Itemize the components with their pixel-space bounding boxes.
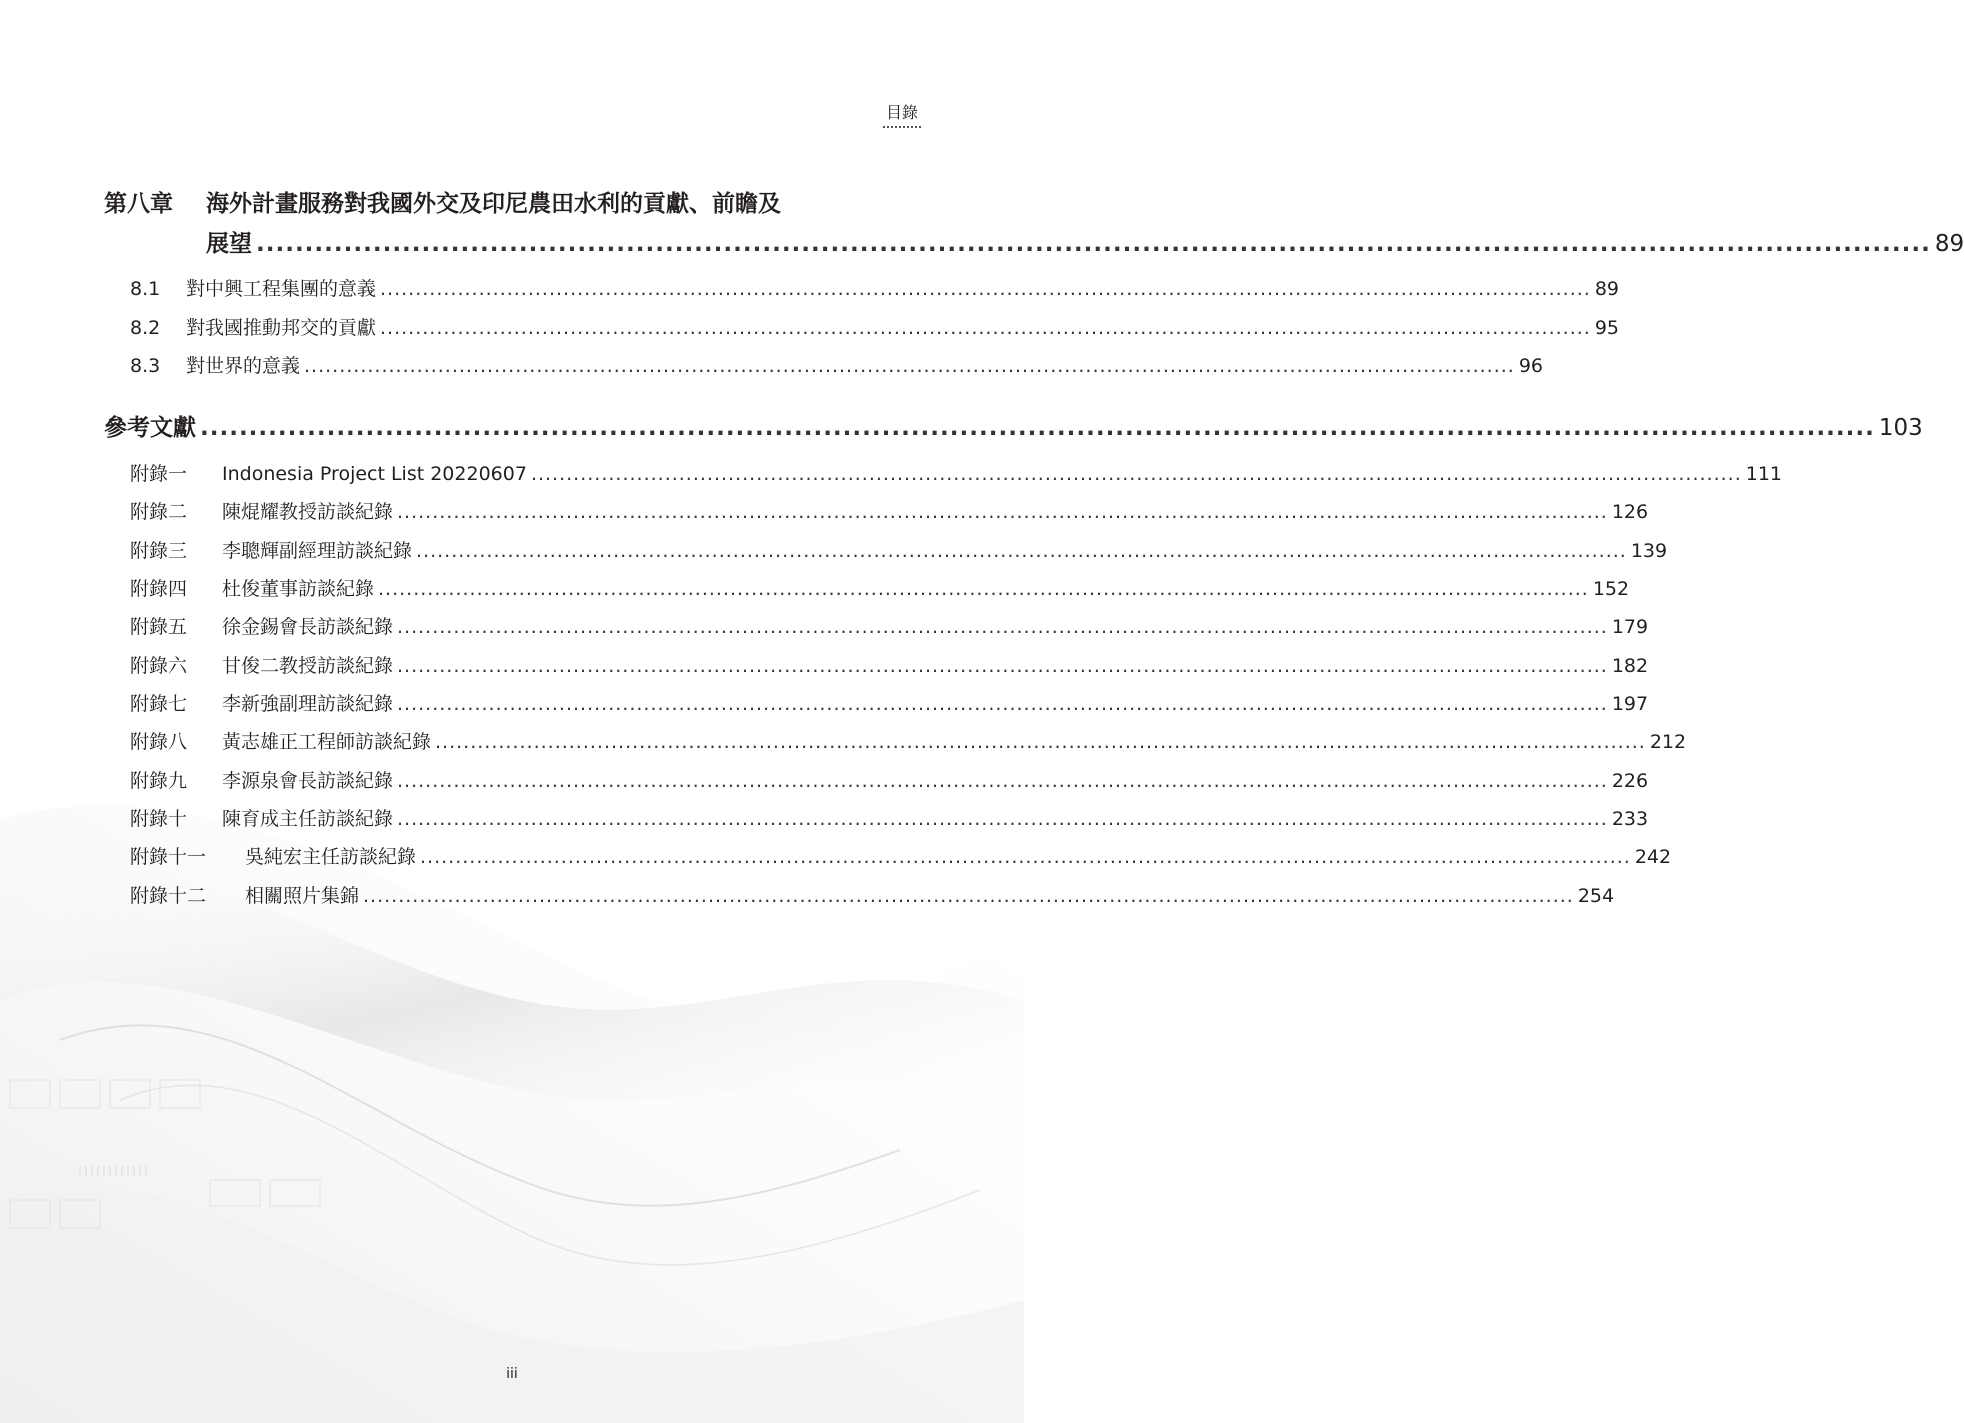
toc-appendix-12[interactable] bbox=[130, 881, 1615, 908]
dot-leader: ............................................................................................................................................................................ bbox=[200, 415, 1875, 441]
appendix-label: 附錄十一 bbox=[130, 846, 207, 868]
appendix-label: 附錄一 bbox=[130, 463, 188, 485]
section-title: 對我國推動邦交的貢獻 bbox=[186, 317, 377, 339]
toc-appendix-4[interactable] bbox=[130, 574, 1630, 601]
section-page-number: 89 bbox=[1594, 278, 1620, 300]
dot-leader: ............................................................................................................................................................................ bbox=[397, 655, 1608, 677]
appendix-title: 徐金錫會長訪談紀錄 bbox=[222, 616, 394, 638]
appendix-page-number: 179 bbox=[1611, 616, 1649, 638]
appendix-label: 附錄五 bbox=[130, 616, 188, 638]
appendix-page-number: 233 bbox=[1611, 808, 1649, 830]
section-number: 8.1 bbox=[130, 278, 161, 300]
appendix-title: 吳純宏主任訪談紀錄 bbox=[245, 846, 417, 868]
toc-appendix-2[interactable] bbox=[130, 497, 1649, 524]
toc-appendix-1[interactable] bbox=[130, 459, 1783, 486]
dot-leader: ............................................................................................................................................................................ bbox=[256, 231, 1931, 257]
toc-appendix-10[interactable] bbox=[130, 804, 1649, 831]
appendix-label: 附錄三 bbox=[130, 540, 188, 562]
appendix-title: 黃志雄正工程師訪談紀錄 bbox=[222, 731, 432, 753]
appendix-label: 附錄二 bbox=[130, 501, 188, 523]
toc-section-8-3[interactable] bbox=[130, 351, 1544, 378]
toc-section-8-2[interactable] bbox=[130, 313, 1620, 340]
toc-chapter-8-line2[interactable] bbox=[206, 225, 1964, 258]
dot-leader: ............................................................................................................................................................................ bbox=[416, 540, 1627, 562]
toc-appendix-6[interactable] bbox=[130, 651, 1649, 678]
toc-appendix-9[interactable] bbox=[130, 766, 1649, 793]
dot-leader: ............................................................................................................................................................................ bbox=[363, 885, 1574, 907]
section-number: 8.3 bbox=[130, 355, 161, 377]
appendix-page-number: 152 bbox=[1592, 578, 1630, 600]
appendix-title: 杜俊董事訪談紀錄 bbox=[222, 578, 375, 600]
toc-appendix-3[interactable] bbox=[130, 536, 1668, 563]
appendix-page-number: 111 bbox=[1745, 463, 1783, 485]
dot-leader: ............................................................................................................................................................................ bbox=[378, 578, 1589, 600]
appendix-page-number: 139 bbox=[1630, 540, 1668, 562]
appendix-page-number: 254 bbox=[1577, 885, 1615, 907]
appendix-page-number: 226 bbox=[1611, 770, 1649, 792]
dot-leader: ............................................................................................................................................................................ bbox=[380, 278, 1591, 300]
toc-appendix-5[interactable] bbox=[130, 612, 1649, 639]
dot-leader: ............................................................................................................................................................................ bbox=[530, 463, 1742, 485]
dot-leader: ............................................................................................................................................................................ bbox=[397, 808, 1608, 830]
appendix-title: 李新強副理訪談紀錄 bbox=[222, 693, 394, 715]
chapter-label: 第八章 bbox=[104, 191, 173, 217]
dot-leader: ............................................................................................................................................................................ bbox=[420, 846, 1631, 868]
appendix-title: 陳育成主任訪談紀錄 bbox=[222, 808, 394, 830]
running-header: 目錄 bbox=[883, 100, 921, 128]
appendix-page-number: 182 bbox=[1611, 655, 1649, 677]
dot-leader: ............................................................................................................................................................................ bbox=[304, 355, 1515, 377]
appendix-page-number: 212 bbox=[1649, 731, 1687, 753]
toc-section-8-1[interactable] bbox=[130, 274, 1620, 301]
toc-appendix-11[interactable] bbox=[130, 842, 1672, 869]
section-title: 對世界的意義 bbox=[186, 355, 301, 377]
references-page-number: 103 bbox=[1878, 415, 1923, 441]
section-page-number: 96 bbox=[1518, 355, 1544, 377]
section-number: 8.2 bbox=[130, 317, 161, 339]
appendix-label: 附錄六 bbox=[130, 655, 188, 677]
dot-leader: ............................................................................................................................................................................ bbox=[397, 693, 1608, 715]
dot-leader: ............................................................................................................................................................................ bbox=[397, 616, 1608, 638]
appendix-label: 附錄九 bbox=[130, 770, 188, 792]
appendix-page-number: 242 bbox=[1634, 846, 1672, 868]
appendix-title: 甘俊二教授訪談紀錄 bbox=[222, 655, 394, 677]
chapter-title-line1: 海外計畫服務對我國外交及印尼農田水利的貢獻、前瞻及 bbox=[206, 191, 781, 217]
appendix-label: 附錄十二 bbox=[130, 885, 207, 907]
section-page-number: 95 bbox=[1594, 317, 1620, 339]
appendix-title: 李源泉會長訪談紀錄 bbox=[222, 770, 394, 792]
appendix-title: 李聰輝副經理訪談紀錄 bbox=[222, 540, 413, 562]
chapter-page-number: 89 bbox=[1934, 231, 1964, 257]
appendix-title: 相關照片集錦 bbox=[245, 885, 360, 907]
chapter-title-line2: 展望 bbox=[206, 231, 252, 257]
toc-appendix-8[interactable] bbox=[130, 727, 1687, 754]
appendix-page-number: 126 bbox=[1611, 501, 1649, 523]
appendix-title: 陳焜耀教授訪談紀錄 bbox=[222, 501, 394, 523]
dot-leader: ............................................................................................................................................................................ bbox=[380, 317, 1591, 339]
appendix-label: 附錄十 bbox=[130, 808, 188, 830]
dot-leader: ............................................................................................................................................................................ bbox=[397, 770, 1608, 792]
toc-references[interactable] bbox=[104, 409, 1923, 442]
dot-leader: ............................................................................................................................................................................ bbox=[435, 731, 1646, 753]
appendix-title: Indonesia Project List 20220607 bbox=[222, 463, 527, 485]
page-number-footer: iii bbox=[506, 1366, 518, 1382]
section-title: 對中興工程集團的意義 bbox=[186, 278, 377, 300]
toc-chapter-8-line1[interactable] bbox=[104, 185, 914, 218]
appendix-label: 附錄四 bbox=[130, 578, 188, 600]
toc-appendix-7[interactable] bbox=[130, 689, 1649, 716]
appendix-label: 附錄八 bbox=[130, 731, 188, 753]
appendix-page-number: 197 bbox=[1611, 693, 1649, 715]
dot-leader: ............................................................................................................................................................................ bbox=[397, 501, 1608, 523]
appendix-label: 附錄七 bbox=[130, 693, 188, 715]
references-title: 參考文獻 bbox=[104, 415, 196, 441]
